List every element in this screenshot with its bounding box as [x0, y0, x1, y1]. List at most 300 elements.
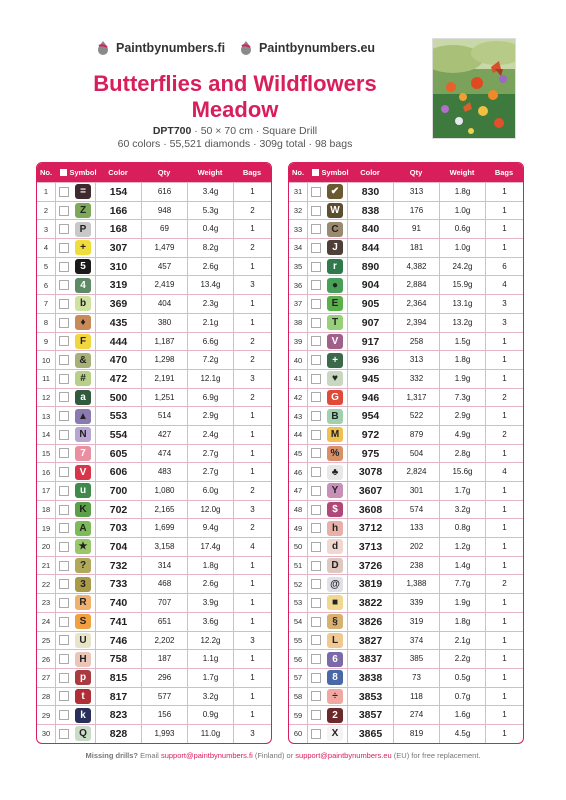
- bags: 1: [485, 725, 523, 743]
- weight: 5.3g: [187, 202, 233, 220]
- header-color: Color: [108, 168, 128, 177]
- color-code: 444: [95, 333, 141, 351]
- row-checkbox[interactable]: [59, 392, 69, 402]
- quantity: 4,382: [393, 258, 439, 276]
- row-checkbox[interactable]: [311, 262, 321, 272]
- row-checkbox[interactable]: [59, 617, 69, 627]
- row-checkbox[interactable]: [311, 467, 321, 477]
- row-check-cell: [307, 426, 323, 444]
- symbol-chip: S: [75, 614, 91, 629]
- row-checkbox[interactable]: [59, 654, 69, 664]
- symbol-chip: &: [75, 353, 91, 368]
- row-checkbox[interactable]: [59, 243, 69, 253]
- symbol-cell: [323, 538, 347, 556]
- quantity: 474: [141, 445, 187, 463]
- row-number: 6: [43, 280, 49, 290]
- weight: 1.8g: [187, 557, 233, 575]
- symbol-cell: [71, 239, 95, 257]
- weight: 13.1g: [439, 295, 485, 313]
- table-row: [289, 201, 523, 220]
- quantity: 1,187: [141, 333, 187, 351]
- weight: 8.2g: [187, 239, 233, 257]
- row-number: 22: [41, 579, 51, 589]
- color-code: 946: [347, 389, 393, 407]
- table-row: [289, 332, 523, 351]
- bags: 2: [233, 239, 271, 257]
- table-row: [289, 612, 523, 631]
- row-checkbox[interactable]: [59, 280, 69, 290]
- weight: 1.0g: [439, 202, 485, 220]
- bags: 1: [485, 669, 523, 687]
- row-number: 28: [41, 691, 51, 701]
- footer-lead: Missing drills?: [85, 751, 139, 760]
- row-check-cell: [55, 183, 71, 201]
- quantity: 69: [141, 220, 187, 238]
- brand-eu[interactable]: [239, 40, 375, 56]
- row-checkbox[interactable]: [311, 392, 321, 402]
- row-number: 42: [293, 392, 303, 402]
- row-checkbox[interactable]: [311, 505, 321, 515]
- symbol-cell: [71, 501, 95, 519]
- row-check-cell: [307, 519, 323, 537]
- symbol-chip: ●: [327, 278, 343, 293]
- color-code: 369: [95, 295, 141, 313]
- row-checkbox[interactable]: [311, 598, 321, 608]
- quantity: 313: [393, 351, 439, 369]
- symbol-chip: +: [75, 240, 91, 255]
- bags: 3: [233, 501, 271, 519]
- symbol-chip: ♥: [327, 371, 343, 386]
- quantity: 427: [141, 426, 187, 444]
- row-checkbox[interactable]: [311, 448, 321, 458]
- symbol-cell: [323, 202, 347, 220]
- row-number: 18: [41, 505, 51, 515]
- bags: 3: [233, 370, 271, 388]
- bags: 1: [485, 706, 523, 724]
- row-checkbox[interactable]: [59, 318, 69, 328]
- weight: 3.2g: [439, 501, 485, 519]
- symbol-cell: [71, 594, 95, 612]
- row-number: 41: [293, 374, 303, 384]
- color-code: 307: [95, 239, 141, 257]
- color-code: 3608: [347, 501, 393, 519]
- row-number: 17: [41, 486, 51, 496]
- table-row: [289, 425, 523, 444]
- row-checkbox[interactable]: [311, 299, 321, 309]
- row-checkbox[interactable]: [59, 635, 69, 645]
- row-number: 29: [41, 710, 51, 720]
- bags: 2: [233, 389, 271, 407]
- table-row: [37, 649, 271, 668]
- row-number: 39: [293, 336, 303, 346]
- product-meta: [0, 125, 470, 151]
- color-code: 815: [95, 669, 141, 687]
- symbol-chip: b: [75, 296, 91, 311]
- weight: 4.5g: [439, 725, 485, 743]
- symbol-chip: W: [327, 203, 343, 218]
- quantity: 258: [393, 333, 439, 351]
- symbol-chip: d: [327, 539, 343, 554]
- color-code: 823: [95, 706, 141, 724]
- row-checkbox[interactable]: [311, 542, 321, 552]
- color-code: 435: [95, 314, 141, 332]
- symbol-cell: [71, 463, 95, 481]
- weight: 3.9g: [187, 594, 233, 612]
- row-check-cell: [55, 650, 71, 668]
- color-code: 917: [347, 333, 393, 351]
- row-checkbox[interactable]: [59, 673, 69, 683]
- bags: 4: [485, 463, 523, 481]
- row-number: 25: [41, 635, 51, 645]
- row-number: 45: [293, 448, 303, 458]
- row-checkbox[interactable]: [311, 729, 321, 739]
- row-check-cell: [55, 389, 71, 407]
- bags: 1: [233, 669, 271, 687]
- quantity: 2,202: [141, 632, 187, 650]
- row-check-cell: [55, 202, 71, 220]
- table-row: [289, 724, 523, 743]
- table-row: [289, 406, 523, 425]
- table-row: [37, 444, 271, 463]
- row-checkbox[interactable]: [59, 299, 69, 309]
- row-number: 43: [293, 411, 303, 421]
- weight: 1.8g: [439, 351, 485, 369]
- weight: 2.7g: [187, 445, 233, 463]
- row-number: 8: [43, 318, 49, 328]
- symbol-chip: P: [75, 222, 91, 237]
- row-checkbox[interactable]: [59, 374, 69, 384]
- symbol-cell: [71, 351, 95, 369]
- bags: 2: [233, 519, 271, 537]
- row-check-cell: [307, 183, 323, 201]
- row-checkbox[interactable]: [311, 374, 321, 384]
- color-code: 154: [95, 183, 141, 201]
- symbol-cell: [71, 426, 95, 444]
- symbol-cell: [71, 557, 95, 575]
- row-checkbox[interactable]: [311, 430, 321, 440]
- quantity: 2,884: [393, 276, 439, 294]
- weight: 0.7g: [439, 688, 485, 706]
- bags: 1: [233, 258, 271, 276]
- row-number: 46: [293, 467, 303, 477]
- table-row: [37, 668, 271, 687]
- row-checkbox[interactable]: [311, 243, 321, 253]
- symbol-cell: [323, 314, 347, 332]
- weight: 11.0g: [187, 725, 233, 743]
- row-checkbox[interactable]: [311, 691, 321, 701]
- row-check-cell: [55, 501, 71, 519]
- row-number: 14: [41, 430, 51, 440]
- quantity: 522: [393, 407, 439, 425]
- color-code: 3853: [347, 688, 393, 706]
- table-row: [37, 481, 271, 500]
- color-code: 554: [95, 426, 141, 444]
- row-number: 33: [293, 224, 303, 234]
- row-checkbox[interactable]: [311, 617, 321, 627]
- table-row: [289, 219, 523, 238]
- row-check-cell: [307, 407, 323, 425]
- bags: 2: [233, 351, 271, 369]
- table-row: [289, 350, 523, 369]
- row-checkbox[interactable]: [59, 505, 69, 515]
- quantity: 577: [141, 688, 187, 706]
- quantity: 313: [393, 183, 439, 201]
- product-spec: · 50 × 70 cm · Square Drill: [191, 125, 318, 137]
- symbol-chip: C: [327, 222, 343, 237]
- weight: 2.1g: [439, 632, 485, 650]
- row-checkbox[interactable]: [59, 430, 69, 440]
- weight: 2.8g: [439, 445, 485, 463]
- color-code: 3726: [347, 557, 393, 575]
- row-checkbox[interactable]: [311, 224, 321, 234]
- quantity: 385: [393, 650, 439, 668]
- weight: 0.8g: [439, 519, 485, 537]
- color-code: 817: [95, 688, 141, 706]
- row-checkbox[interactable]: [59, 411, 69, 421]
- row-checkbox[interactable]: [59, 523, 69, 533]
- row-check-cell: [307, 482, 323, 500]
- row-number: 59: [293, 710, 303, 720]
- row-number: 19: [41, 523, 51, 533]
- quantity: 176: [393, 202, 439, 220]
- color-code: 310: [95, 258, 141, 276]
- row-checkbox[interactable]: [311, 336, 321, 346]
- row-checkbox[interactable]: [311, 654, 321, 664]
- weight: 2.6g: [187, 258, 233, 276]
- table-row: [289, 462, 523, 481]
- color-code: 3712: [347, 519, 393, 537]
- row-number: 35: [293, 262, 303, 272]
- weight: 6.6g: [187, 333, 233, 351]
- table-row: [289, 705, 523, 724]
- quantity: 238: [393, 557, 439, 575]
- bags: 1: [485, 650, 523, 668]
- weight: 1.2g: [439, 538, 485, 556]
- symbol-cell: [323, 613, 347, 631]
- row-check-cell: [55, 351, 71, 369]
- weight: 24.2g: [439, 258, 485, 276]
- table-row: [37, 593, 271, 612]
- weight: 1.8g: [439, 183, 485, 201]
- row-check-cell: [55, 519, 71, 537]
- bags: 4: [485, 276, 523, 294]
- table-body: [289, 182, 523, 743]
- weight: 1.9g: [439, 594, 485, 612]
- symbol-cell: [323, 295, 347, 313]
- weight: 0.5g: [439, 669, 485, 687]
- symbol-chip: R: [75, 595, 91, 610]
- symbol-chip: @: [327, 577, 343, 592]
- row-checkbox[interactable]: [59, 561, 69, 571]
- row-number: 2: [43, 206, 49, 216]
- color-code: 830: [347, 183, 393, 201]
- symbol-cell: [71, 258, 95, 276]
- bags: 1: [233, 557, 271, 575]
- row-checkbox[interactable]: [59, 224, 69, 234]
- row-checkbox[interactable]: [59, 206, 69, 216]
- row-check-cell: [307, 239, 323, 257]
- table-row: [37, 705, 271, 724]
- bags: 1: [233, 220, 271, 238]
- quantity: 319: [393, 613, 439, 631]
- bags: 1: [233, 688, 271, 706]
- quantity: 1,479: [141, 239, 187, 257]
- row-number: 47: [293, 486, 303, 496]
- row-checkbox[interactable]: [59, 598, 69, 608]
- row-checkbox[interactable]: [311, 710, 321, 720]
- table-row: [37, 574, 271, 593]
- symbol-chip: N: [75, 427, 91, 442]
- product-stats: 60 colors · 55,521 diamonds · 309g total · 98 bags: [117, 138, 353, 150]
- symbol-cell: [323, 333, 347, 351]
- row-number: 27: [41, 673, 51, 683]
- row-checkbox[interactable]: [59, 187, 69, 197]
- row-checkbox[interactable]: [59, 336, 69, 346]
- row-number: 58: [293, 691, 303, 701]
- quantity: 404: [141, 295, 187, 313]
- weight: 9.4g: [187, 519, 233, 537]
- bags: 3: [233, 725, 271, 743]
- symbol-cell: [323, 258, 347, 276]
- email-link-eu[interactable]: support@paintbynumbers.eu: [295, 751, 392, 760]
- row-check-cell: [307, 333, 323, 351]
- table-row: [37, 332, 271, 351]
- bags: 3: [233, 632, 271, 650]
- symbol-cell: [323, 669, 347, 687]
- bags: 1: [485, 407, 523, 425]
- weight: 2.6g: [187, 575, 233, 593]
- color-code: 838: [347, 202, 393, 220]
- color-code: 319: [95, 276, 141, 294]
- row-check-cell: [55, 706, 71, 724]
- color-code: 700: [95, 482, 141, 500]
- symbol-cell: [323, 445, 347, 463]
- row-checkbox[interactable]: [311, 318, 321, 328]
- row-check-cell: [55, 407, 71, 425]
- weight: 17.4g: [187, 538, 233, 556]
- bags: 3: [233, 276, 271, 294]
- symbol-cell: [323, 501, 347, 519]
- row-checkbox[interactable]: [311, 280, 321, 290]
- table-row: [289, 593, 523, 612]
- row-checkbox[interactable]: [59, 467, 69, 477]
- color-code: 890: [347, 258, 393, 276]
- color-code: 905: [347, 295, 393, 313]
- row-checkbox[interactable]: [311, 187, 321, 197]
- symbol-chip: =: [75, 184, 91, 199]
- symbol-chip: #: [75, 371, 91, 386]
- symbol-chip: ✔: [327, 184, 343, 199]
- color-code: 741: [95, 613, 141, 631]
- color-code: 3819: [347, 575, 393, 593]
- row-checkbox[interactable]: [59, 729, 69, 739]
- bags: 2: [233, 333, 271, 351]
- bags: 1: [485, 351, 523, 369]
- row-number: 1: [43, 187, 49, 197]
- row-checkbox[interactable]: [59, 448, 69, 458]
- quantity: 651: [141, 613, 187, 631]
- symbol-cell: [323, 632, 347, 650]
- row-checkbox[interactable]: [59, 486, 69, 496]
- symbol-chip: ?: [75, 558, 91, 573]
- symbol-cell: [71, 314, 95, 332]
- row-checkbox[interactable]: [59, 579, 69, 589]
- row-checkbox[interactable]: [311, 355, 321, 365]
- row-check-cell: [307, 557, 323, 575]
- symbol-cell: [323, 519, 347, 537]
- quantity: 504: [393, 445, 439, 463]
- email-link-fi[interactable]: support@paintbynumbers.fi: [160, 751, 253, 760]
- table-body: [37, 182, 271, 743]
- symbol-chip: ★: [75, 539, 91, 554]
- symbol-cell: [71, 482, 95, 500]
- table-row: [37, 350, 271, 369]
- row-number: 32: [293, 206, 303, 216]
- weight: 1.5g: [439, 333, 485, 351]
- weight: 1.8g: [439, 613, 485, 631]
- row-checkbox[interactable]: [59, 710, 69, 720]
- table-row: [37, 388, 271, 407]
- row-checkbox[interactable]: [311, 523, 321, 533]
- row-checkbox[interactable]: [59, 542, 69, 552]
- title-line-2: Meadow: [191, 97, 279, 122]
- symbol-cell: [71, 688, 95, 706]
- row-check-cell: [307, 575, 323, 593]
- bags: 2: [485, 426, 523, 444]
- row-check-cell: [55, 594, 71, 612]
- table-row: [37, 556, 271, 575]
- row-checkbox[interactable]: [311, 673, 321, 683]
- bags: 4: [233, 538, 271, 556]
- row-checkbox[interactable]: [311, 411, 321, 421]
- symbol-cell: [71, 632, 95, 650]
- bags: 1: [485, 333, 523, 351]
- bags: 1: [485, 370, 523, 388]
- row-checkbox[interactable]: [311, 561, 321, 571]
- weight: 1.1g: [187, 650, 233, 668]
- row-checkbox[interactable]: [59, 691, 69, 701]
- bags: 3: [485, 314, 523, 332]
- row-number: 24: [41, 617, 51, 627]
- row-checkbox[interactable]: [59, 262, 69, 272]
- row-number: 49: [293, 523, 303, 533]
- row-checkbox[interactable]: [311, 206, 321, 216]
- symbol-chip: E: [327, 296, 343, 311]
- table-row: [37, 518, 271, 537]
- weight: 2.9g: [439, 407, 485, 425]
- color-code: 3078: [347, 463, 393, 481]
- brand-fi[interactable]: [96, 40, 225, 56]
- color-code: 3607: [347, 482, 393, 500]
- quantity: 339: [393, 594, 439, 612]
- row-checkbox[interactable]: [311, 579, 321, 589]
- row-checkbox[interactable]: [311, 635, 321, 645]
- table-row: [289, 182, 523, 201]
- bags: 6: [485, 258, 523, 276]
- bags: 1: [233, 445, 271, 463]
- header-symbol: Symbol: [321, 168, 349, 177]
- symbol-cell: [71, 183, 95, 201]
- row-checkbox[interactable]: [311, 486, 321, 496]
- row-checkbox[interactable]: [59, 355, 69, 365]
- symbol-chip: 5: [75, 259, 91, 274]
- bags: 1: [485, 688, 523, 706]
- row-check-cell: [55, 220, 71, 238]
- symbol-chip: L: [327, 633, 343, 648]
- symbol-cell: [323, 239, 347, 257]
- quantity: 819: [393, 725, 439, 743]
- table-row: [289, 649, 523, 668]
